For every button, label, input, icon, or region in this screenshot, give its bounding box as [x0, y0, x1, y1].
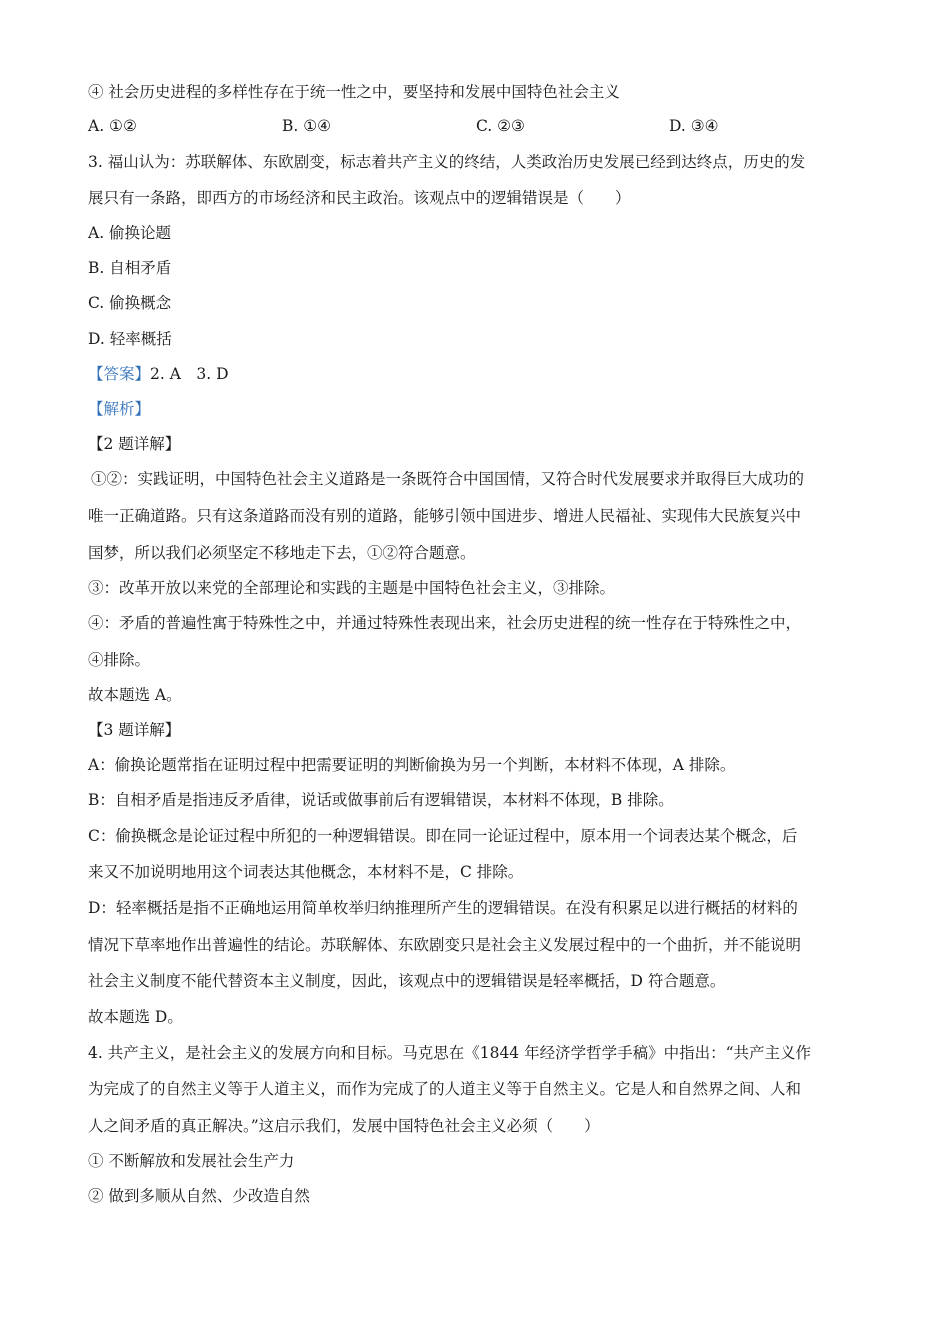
q2-conclusion: 故本题选 A。 [88, 686, 182, 704]
q3-stem-line-2: 展只有一条路，即西方的市场经济和民主政治。该观点中的逻辑错误是（ ） [88, 189, 631, 207]
q3-detail-line: D：轻率概括是指不正确地运用简单枚举归纳推理所产生的逻辑错误。在没有积累足以进行概括的材料的 [88, 899, 798, 917]
q3-detail-line: 情况下草率地作出普遍性的结论。苏联解体、东欧剧变只是社会主义发展过程中的一个曲折，并不能说明 [88, 936, 802, 954]
answer-label: 【答案】 [88, 365, 151, 383]
q4-stem-line: 人之间矛盾的真正解决。”这启示我们，发展中国特色社会主义必须（ ） [88, 1117, 600, 1135]
analysis-label: 【解析】 [88, 400, 151, 418]
q2-option-4: ④ 社会历史进程的多样性存在于统一性之中，要坚持和发展中国特色社会主义 [88, 83, 620, 101]
q2-detail-line: 唯一正确道路。只有这条道路而没有别的道路，能够引领中国进步、增进人民福祉、实现伟大民族复兴中 [88, 507, 802, 525]
q2-detail-line: 国梦，所以我们必须坚定不移地走下去，①②符合题意。 [88, 544, 476, 562]
answer-line [88, 364, 229, 384]
q3-option-b: B. 自相矛盾 [88, 259, 172, 277]
q2-choices [88, 116, 848, 136]
q3-detail-line: 社会主义制度不能代替资本主义制度，因此，该观点中的逻辑错误是轻率概括，D 符合题意。 [88, 972, 726, 990]
q2-detail-heading: 【2 题详解】 [88, 435, 181, 453]
q2-detail-line: ①②：实践证明，中国特色社会主义道路是一条既符合中国国情，又符合时代发展要求并取得巨大成功的 [91, 470, 805, 488]
answer-text: 2. A 3. D [150, 365, 229, 383]
q3-option-a: A. 偷换论题 [88, 224, 172, 242]
q2-detail-line: ④：矛盾的普遍性寓于特殊性之中，并通过特殊性表现出来，社会历史进程的统一性存在于特殊性之中， [88, 614, 802, 632]
q3-option-d: D. 轻率概括 [88, 330, 172, 348]
q4-stem-line: 为完成了的自然主义等于人道主义，而作为完成了的人道主义等于自然主义。它是人和自然界之间、人和 [88, 1080, 802, 1098]
q3-stem-line-1: 3. 福山认为：苏联解体、东欧剧变，标志着共产主义的终结，人类政治历史发展已经到达终点，历史的发 [88, 153, 806, 171]
q4-stem-line: 4. 共产主义，是社会主义的发展方向和目标。马克思在《1844 年经济学哲学手稿》中指出：“共产主义作 [88, 1044, 812, 1062]
q2-choice-a: A. ①② [88, 117, 137, 135]
q3-conclusion: 故本题选 D。 [88, 1008, 183, 1026]
q2-detail-line: ④排除。 [88, 651, 151, 669]
q3-detail-line: 来又不加说明地用这个词表达其他概念，本材料不是，C 排除。 [88, 863, 524, 881]
q3-detail-heading: 【3 题详解】 [88, 721, 181, 739]
q4-option-2: ② 做到多顺从自然、少改造自然 [88, 1187, 310, 1205]
q3-detail-line: B：自相矛盾是指违反矛盾律，说话或做事前后有逻辑错误，本材料不体现，B 排除。 [88, 791, 674, 809]
q2-detail-line: ③：改革开放以来党的全部理论和实践的主题是中国特色社会主义，③排除。 [88, 579, 616, 597]
q3-detail-line: C：偷换概念是论证过程中所犯的一种逻辑错误。即在同一论证过程中，原本用一个词表达某个概念，后 [88, 827, 798, 845]
q2-choice-c: C. ②③ [476, 117, 525, 135]
q2-choice-d: D. ③④ [669, 117, 719, 135]
q4-option-1: ① 不断解放和发展社会生产力 [88, 1152, 295, 1170]
q3-detail-line: A：偷换论题常指在证明过程中把需要证明的判断偷换为另一个判断，本材料不体现，A 排除。 [88, 756, 736, 774]
q3-option-c: C. 偷换概念 [88, 294, 172, 312]
q2-choice-b: B. ①④ [282, 117, 332, 135]
